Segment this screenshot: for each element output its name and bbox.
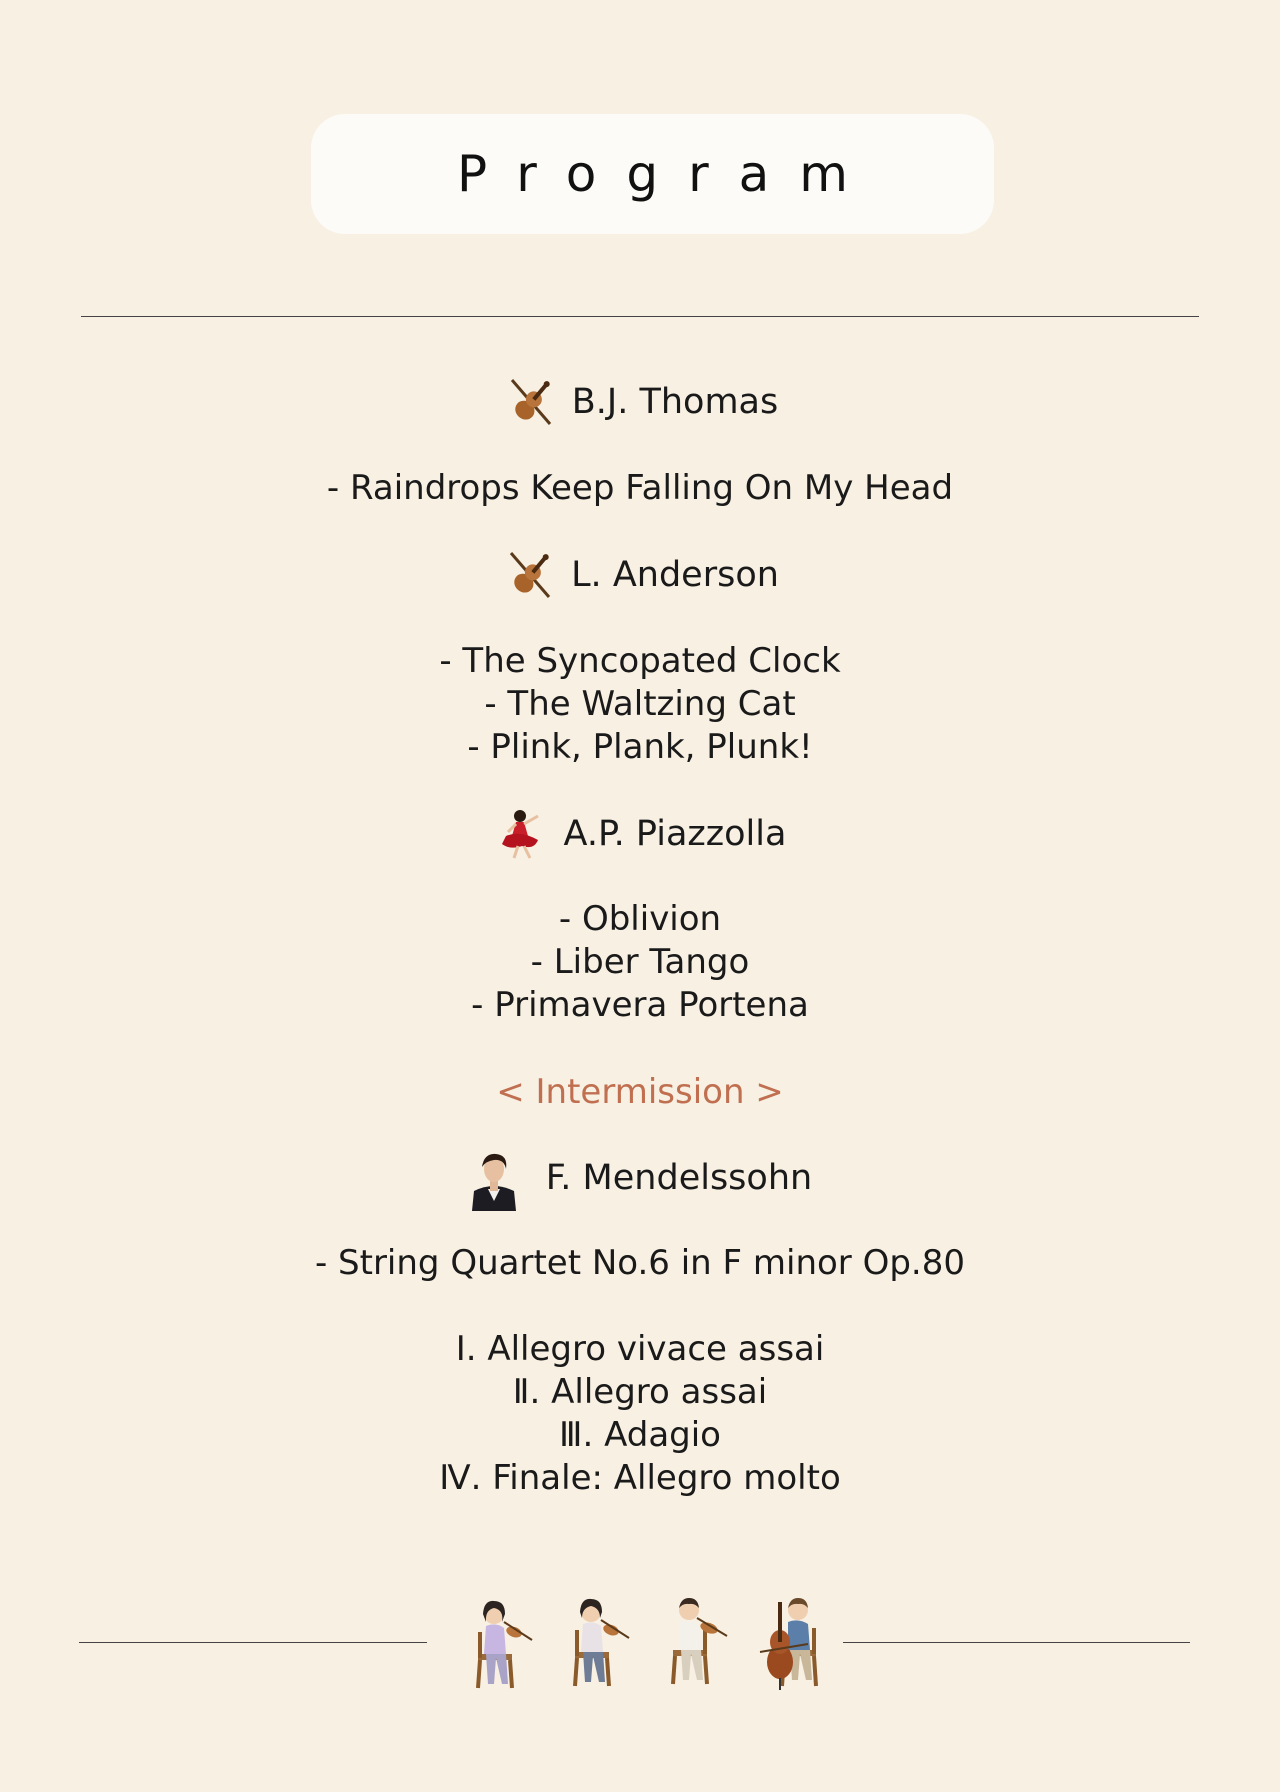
composer-heading bbox=[0, 1148, 1280, 1208]
composer-heading bbox=[0, 545, 1280, 605]
composer-name: L. Anderson bbox=[571, 555, 779, 595]
work-title: - Oblivion bbox=[558, 899, 722, 939]
violin-icon bbox=[501, 547, 557, 603]
composer-name: B.J. Thomas bbox=[571, 382, 779, 422]
composer-heading bbox=[0, 372, 1280, 432]
composer-name: A.P. Piazzolla bbox=[563, 814, 787, 854]
violinist-icon bbox=[557, 1592, 635, 1692]
violin-icon bbox=[502, 374, 558, 430]
intermission-label: < Intermission > bbox=[496, 1072, 784, 1112]
footer-divider-right bbox=[843, 1642, 1190, 1643]
violist-icon bbox=[655, 1592, 733, 1692]
tango-dancer-icon bbox=[494, 806, 550, 862]
movement-title: Ⅱ. Allegro assai bbox=[512, 1372, 768, 1412]
footer-divider-left bbox=[79, 1642, 427, 1643]
movement-title: Ⅳ. Finale: Allegro molto bbox=[439, 1458, 841, 1498]
title-box bbox=[311, 114, 994, 234]
work-title: - Plink, Plank, Plunk! bbox=[467, 727, 813, 767]
work-title: - Primavera Portena bbox=[471, 985, 809, 1025]
work-title: - Raindrops Keep Falling On My Head bbox=[326, 468, 954, 508]
top-divider bbox=[81, 316, 1199, 317]
movement-title: Ⅰ. Allegro vivace assai bbox=[455, 1329, 825, 1369]
work-title: - The Syncopated Clock bbox=[439, 641, 841, 681]
movement-title: Ⅲ. Adagio bbox=[559, 1415, 721, 1455]
composer-name: F. Mendelssohn bbox=[545, 1158, 813, 1198]
cellist-icon bbox=[752, 1592, 830, 1692]
mendelssohn-portrait-icon bbox=[468, 1145, 520, 1211]
composer-heading bbox=[0, 804, 1280, 864]
violinist-icon bbox=[460, 1592, 538, 1692]
work-title: - Liber Tango bbox=[530, 942, 750, 982]
work-title: - String Quartet No.6 in F minor Op.80 bbox=[314, 1243, 966, 1283]
work-title: - The Waltzing Cat bbox=[484, 684, 796, 724]
string-quartet-illustration bbox=[460, 1582, 830, 1692]
page-title: Program bbox=[457, 145, 878, 203]
